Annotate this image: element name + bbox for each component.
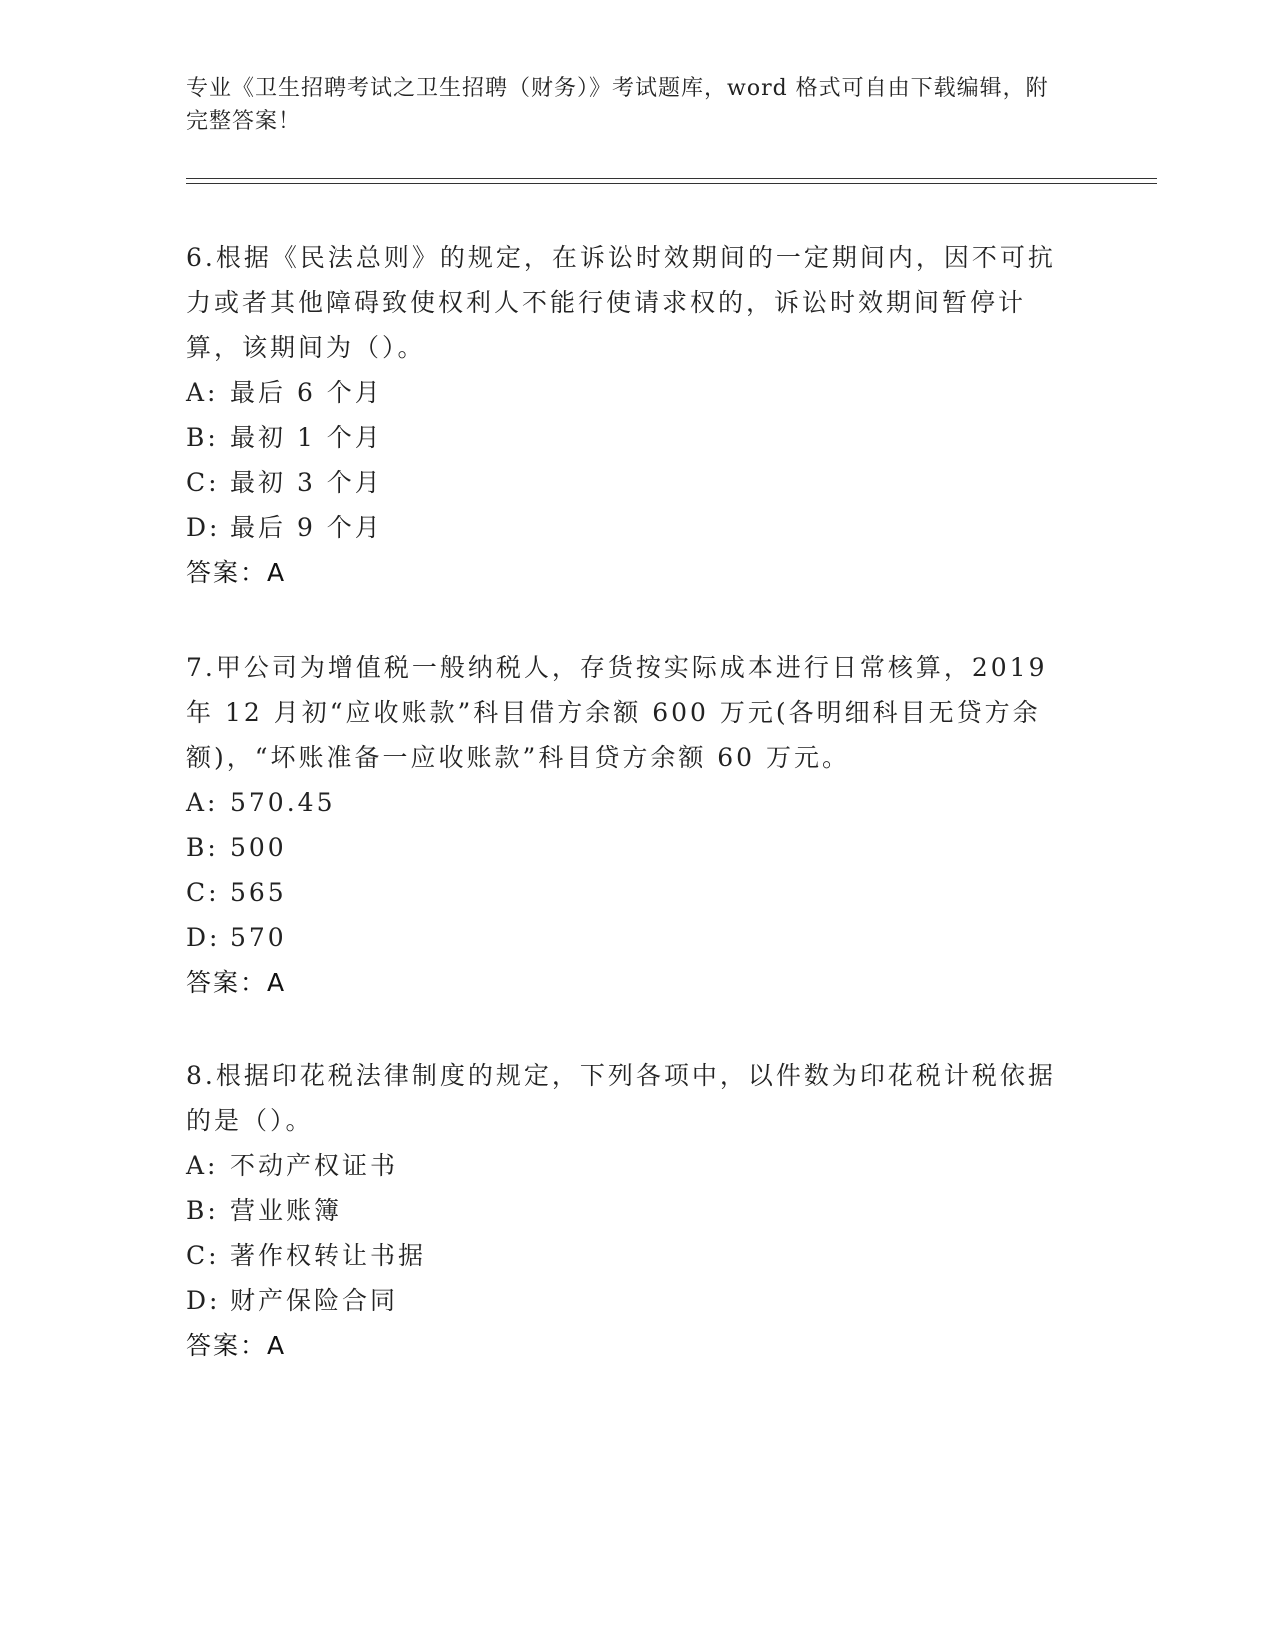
option-letter: B: [186, 423, 219, 452]
option-d [186, 505, 1066, 550]
question-answer: 答案：A [186, 1331, 287, 1360]
question-stem: 7.甲公司为增值税一般纳税人，存货按实际成本进行日常核算，2019年 12 月初“应收账款”科目借方余额 600 万元(各明细科目无贷方余额)，“坏账准备一应收账款”科目贷方余额 60 万元。 [186, 653, 1048, 772]
option-b [186, 825, 1066, 870]
question-stem: 8.根据印花税法律制度的规定，下列各项中，以件数为印花税计税依据的是（）。 [186, 1061, 1056, 1135]
option-letter: C: [186, 468, 220, 497]
option-text: 最初 1 个月 [230, 423, 383, 452]
option-text: 财产保险合同 [230, 1286, 399, 1315]
option-letter: C: [186, 878, 220, 907]
option-text: 500 [230, 833, 287, 862]
option-text: 著作权转让书据 [230, 1241, 427, 1270]
option-a [186, 370, 1066, 415]
option-d [186, 915, 1066, 960]
option-letter: D: [186, 1286, 221, 1315]
header-divider-bottom [186, 183, 1157, 184]
option-b [186, 415, 1066, 460]
option-text: 570 [230, 923, 287, 952]
option-text: 不动产权证书 [230, 1151, 399, 1180]
option-letter: A: [186, 378, 219, 407]
option-letter: A: [186, 1151, 219, 1180]
option-a [186, 780, 1066, 825]
document-header: 专业《卫生招聘考试之卫生招聘（财务）》考试题库，word 格式可自由下载编辑，附完整答案！ [186, 76, 1049, 134]
option-a [186, 1143, 1066, 1188]
question-answer: 答案：A [186, 558, 287, 587]
header-divider-top [186, 178, 1157, 179]
question-8 [186, 1053, 1066, 1368]
option-letter: B: [186, 1196, 219, 1225]
question-answer: 答案：A [186, 968, 287, 997]
option-c [186, 1233, 1066, 1278]
option-text: 570.45 [230, 788, 336, 817]
option-letter: D: [186, 923, 221, 952]
option-d [186, 1278, 1066, 1323]
option-c [186, 460, 1066, 505]
option-b [186, 1188, 1066, 1233]
question-6 [186, 235, 1066, 595]
option-letter: C: [186, 1241, 220, 1270]
option-text: 最后 9 个月 [230, 513, 383, 542]
option-text: 营业账簿 [230, 1196, 343, 1225]
option-text: 最后 6 个月 [230, 378, 383, 407]
question-stem: 6.根据《民法总则》的规定，在诉讼时效期间的一定期间内，因不可抗力或者其他障碍致使权利人不能行使请求权的，诉讼时效期间暂停计算，该期间为（）。 [186, 243, 1056, 362]
question-7 [186, 645, 1066, 1005]
option-letter: B: [186, 833, 219, 862]
option-letter: A: [186, 788, 219, 817]
option-text: 最初 3 个月 [230, 468, 383, 497]
option-letter: D: [186, 513, 221, 542]
option-text: 565 [230, 878, 287, 907]
option-c [186, 870, 1066, 915]
